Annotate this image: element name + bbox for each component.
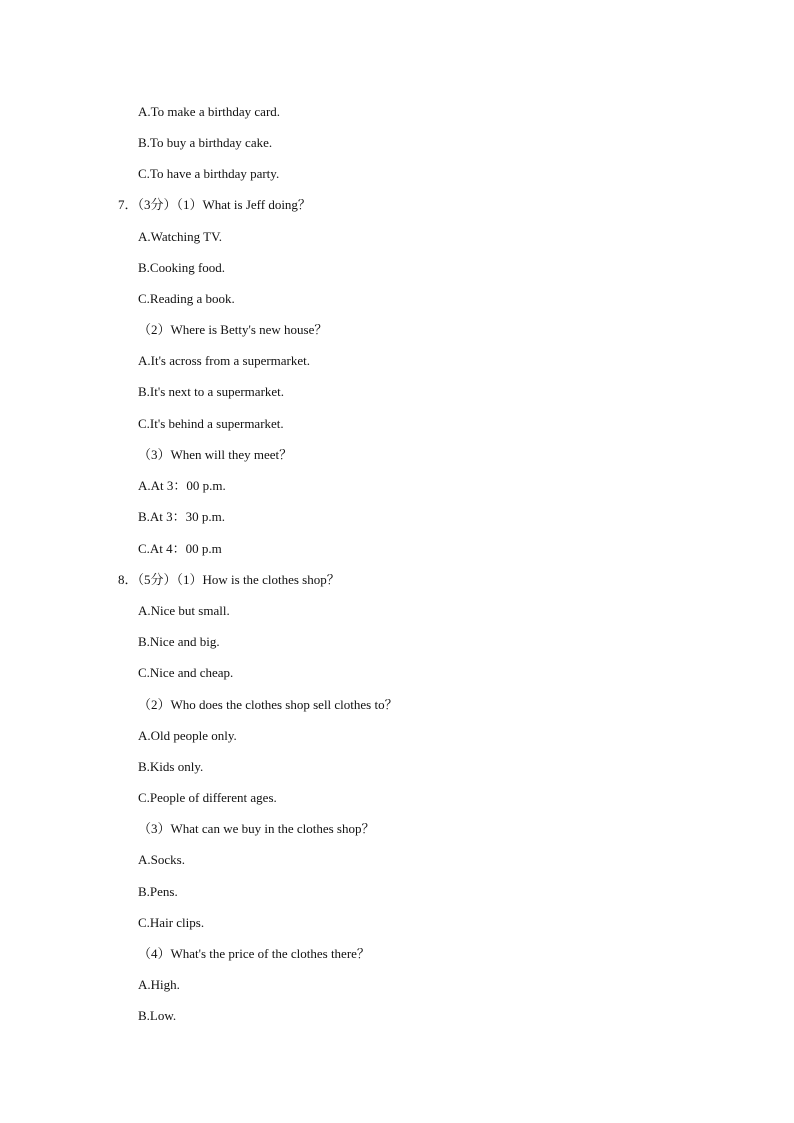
q7-sub3-option-c: C.At 4：00 p.m	[138, 541, 222, 556]
q8-sub1-option-c: C.Nice and cheap.	[138, 665, 234, 680]
q7-sub3-option-a: A.At 3：00 p.m.	[138, 478, 226, 493]
q8-sub3-question: （3）What can we buy in the clothes shop？	[138, 821, 375, 836]
q7-sub1-option-b: B.Cooking food.	[138, 260, 226, 275]
q7-sub3-question: （3）When will they meet？	[138, 447, 293, 462]
option-a: A.To make a birthday card.	[138, 104, 281, 119]
q7-sub1-option-c: C.Reading a book.	[138, 291, 235, 306]
q8-sub2-question: （2）Who does the clothes shop sell clothes to？	[138, 697, 398, 712]
question-7-header: 7．（3分）（1）What is Jeff doing？	[118, 197, 311, 212]
q8-sub4-option-b: B.Low.	[138, 1008, 177, 1023]
q7-sub2-question: （2）Where is Betty's new house？	[138, 322, 328, 337]
q8-sub4-question: （4）What's the price of the clothes there？	[138, 946, 370, 961]
q7-sub2-option-a: A.It's across from a supermarket.	[138, 353, 311, 368]
q7-sub2-option-c: C.It's behind a supermarket.	[138, 416, 284, 431]
q7-sub3-option-b: B.At 3：30 p.m.	[138, 509, 226, 524]
q8-sub1-option-b: B.Nice and big.	[138, 634, 220, 649]
q8-sub3-option-c: C.Hair clips.	[138, 915, 205, 930]
question-8-header: 8．（5分）（1）How is the clothes shop？	[118, 572, 340, 587]
q8-sub2-option-a: A.Old people only.	[138, 728, 237, 743]
q8-sub1-option-a: A.Nice but small.	[138, 603, 230, 618]
q8-sub2-option-c: C.People of different ages.	[138, 790, 277, 805]
q8-sub3-option-b: B.Pens.	[138, 884, 178, 899]
q7-sub1-option-a: A.Watching TV.	[138, 229, 223, 244]
q8-sub2-option-b: B.Kids only.	[138, 759, 204, 774]
q8-sub3-option-a: A.Socks.	[138, 852, 185, 867]
option-c: C.To have a birthday party.	[138, 166, 280, 181]
option-b: B.To buy a birthday cake.	[138, 135, 273, 150]
q7-sub2-option-b: B.It's next to a supermarket.	[138, 384, 285, 399]
q8-sub4-option-a: A.High.	[138, 977, 180, 992]
